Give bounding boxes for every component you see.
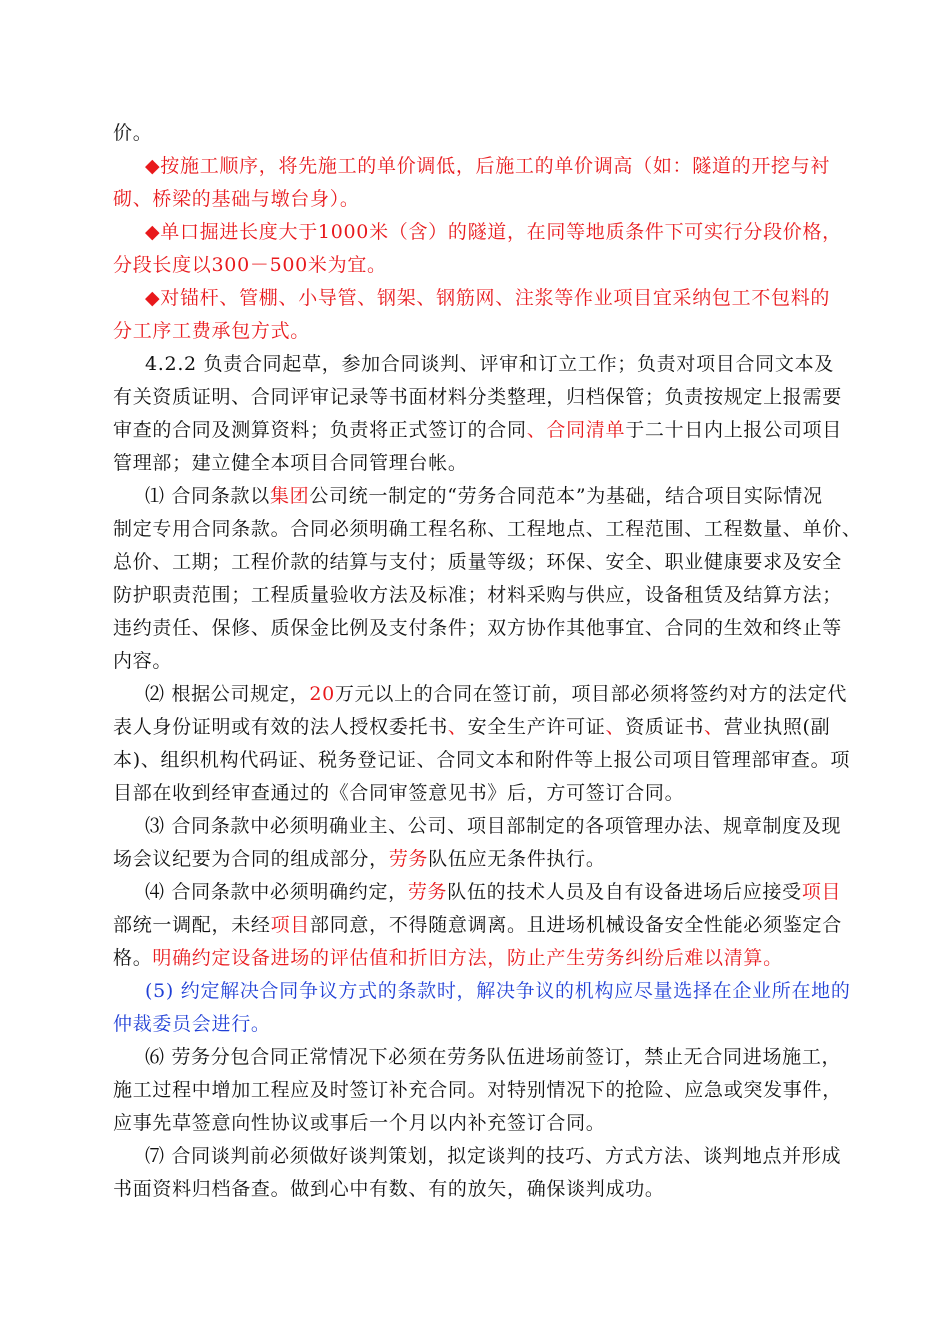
text-span: 内容。 (113, 650, 173, 672)
highlight-span: 、合同清单 (526, 419, 626, 441)
text-line (113, 1074, 840, 1107)
text-span: (5) 约定解决合同争议方式的条款时，解决争议的机构应尽量选择在企业所在地的 (145, 980, 851, 1002)
highlight-span: 集团 (269, 485, 310, 507)
highlight-span: 明确约定设备进场的评估值和折旧方法，防止产生劳务纠纷后难以清算。 (152, 947, 783, 969)
text-span: 万元以上的合同在签订前，项目部必须将签约对方的法定代 (334, 683, 848, 705)
text-line (113, 117, 840, 150)
text-span: 营业执照(副 (723, 716, 831, 738)
text-span: 审查的合同及测算资料；负责将正式签订的合同 (113, 419, 527, 441)
text-span: 安全生产许可证 (467, 716, 606, 738)
text-span: 目部在收到经审查通过的《合同审签意见书》后，方可签订合同。 (113, 782, 685, 804)
text-span: 部统一调配，未经 (113, 914, 271, 936)
text-span: 部同意，不得随意调离。且进场机械设备安全性能必须鉴定合 (310, 914, 842, 936)
text-span: 资质证书 (625, 716, 705, 738)
text-span: ⑺ 合同谈判前必须做好谈判策划，拟定谈判的技巧、方式方法、谈判地点并形成 (145, 1145, 842, 1167)
item-line (113, 1041, 840, 1074)
text-span: ⑶ 合同条款中必须明确业主、公司、项目部制定的各项管理办法、规章制度及现 (145, 815, 842, 837)
item-line (113, 678, 848, 711)
item-line (113, 876, 840, 909)
text-span: 于二十日内上报公司项目 (625, 419, 842, 441)
text-span: ⑷ 合同条款中必须明确约定， (145, 881, 408, 903)
text-span: ◆对锚杆、管棚、小导管、钢架、钢筋网、注浆等作业项目宜采纳包工不包料的 (145, 287, 831, 309)
highlight-span: 劳务 (388, 848, 429, 870)
text-span: 违约责任、保修、质保金比例及支付条件；双方协作其他事宜、合同的生效和终止等 (113, 617, 842, 639)
text-span: 本)、组织机构代码证、税务登记证、合同文本和附件等上报公司项目管理部审查。项 (113, 749, 851, 771)
bullet-line (113, 150, 840, 183)
text-span: 格。 (113, 947, 153, 969)
text-line (113, 315, 840, 348)
text-line (113, 183, 840, 216)
item-line (113, 1140, 840, 1173)
text-span: 管理部；建立健全本项目合同管理台帐。 (113, 452, 468, 474)
text-span: 砌、桥梁的基础与墩台身）。 (113, 188, 360, 210)
text-span: 价。 (113, 122, 153, 144)
text-line (113, 645, 840, 678)
highlight-span: 、 (704, 716, 724, 738)
highlight-span: 、 (447, 716, 468, 738)
text-span: 施工过程中增加工程应及时签订补充合同。对特别情况下的抢险、应急或突发事件， (113, 1079, 842, 1101)
text-span: 分段长度以300－500米为宜。 (113, 254, 387, 276)
highlight-span: 项目 (270, 914, 311, 936)
text-line (113, 1107, 840, 1140)
section-line (113, 348, 840, 381)
text-span: ⑵ 根据公司规定， (145, 683, 310, 705)
text-line (113, 381, 840, 414)
text-line (113, 546, 840, 579)
text-line (113, 1173, 840, 1206)
text-line (113, 513, 862, 546)
bullet-line (113, 282, 840, 315)
text-span: 公司统一制定的“劳务合同范本”为基础，结合项目实际情况 (309, 485, 823, 507)
text-line (113, 843, 840, 876)
text-line (113, 414, 840, 447)
text-line (113, 447, 840, 480)
item-line (113, 810, 840, 843)
text-line (113, 942, 840, 975)
text-span: 队伍应无条件执行。 (428, 848, 606, 870)
text-line (113, 777, 840, 810)
text-span: 书面资料归档备查。做到心中有数、有的放矢，确保谈判成功。 (113, 1178, 665, 1200)
text-span: ⑴ 合同条款以 (145, 485, 270, 507)
highlight-span: 、 (605, 716, 626, 738)
text-line (113, 579, 840, 612)
text-line (113, 711, 840, 744)
text-line (113, 249, 840, 282)
text-span: ◆单口掘进长度大于1000米（含）的隧道，在同等地质条件下可实行分段价格， (145, 221, 842, 243)
text-span: ⑹ 劳务分包合同正常情况下必须在劳务队伍进场前签订，禁止无合同进场施工， (145, 1046, 842, 1068)
text-line (113, 1008, 840, 1041)
text-span: 防护职责范围；工程质量验收方法及标准；材料采购与供应，设备租赁及结算方法； (113, 584, 842, 606)
text-span: 分工序工费承包方式。 (113, 320, 311, 342)
text-span: 应事先草签意向性协议或事后一个月以内补充签订合同。 (113, 1112, 606, 1134)
text-line (113, 744, 851, 777)
highlight-span: 劳务 (407, 881, 448, 903)
item-line (113, 975, 851, 1008)
bullet-line (113, 216, 840, 249)
text-line (113, 909, 840, 942)
text-span: 仲裁委员会进行。 (113, 1013, 271, 1035)
highlight-span: 项目 (801, 881, 842, 903)
text-line (113, 612, 840, 645)
text-span: 总价、工期；工程价款的结算与支付；质量等级；环保、安全、职业健康要求及安全 (113, 551, 842, 573)
text-span: ◆按施工顺序，将先施工的单价调低，后施工的单价调高（如：隧道的开挖与衬 (145, 155, 831, 177)
text-span: 队伍的技术人员及自有设备进场后应接受 (447, 881, 802, 903)
text-span: 表人身份证明或有效的法人授权委托书 (113, 716, 448, 738)
text-span: 有关资质证明、合同评审记录等书面材料分类整理，归档保管；负责按规定上报需要 (113, 386, 842, 408)
text-span: 制定专用合同条款。合同必须明确工程名称、工程地点、工程范围、工程数量、单价、 (113, 518, 862, 540)
highlight-span: 20 (309, 683, 335, 705)
text-span: 场会议纪要为合同的组成部分， (113, 848, 389, 870)
item-line (113, 480, 840, 513)
text-span: 4.2.2 负责合同起草，参加合同谈判、评审和订立工作；负责对项目合同文本及 (145, 353, 834, 375)
